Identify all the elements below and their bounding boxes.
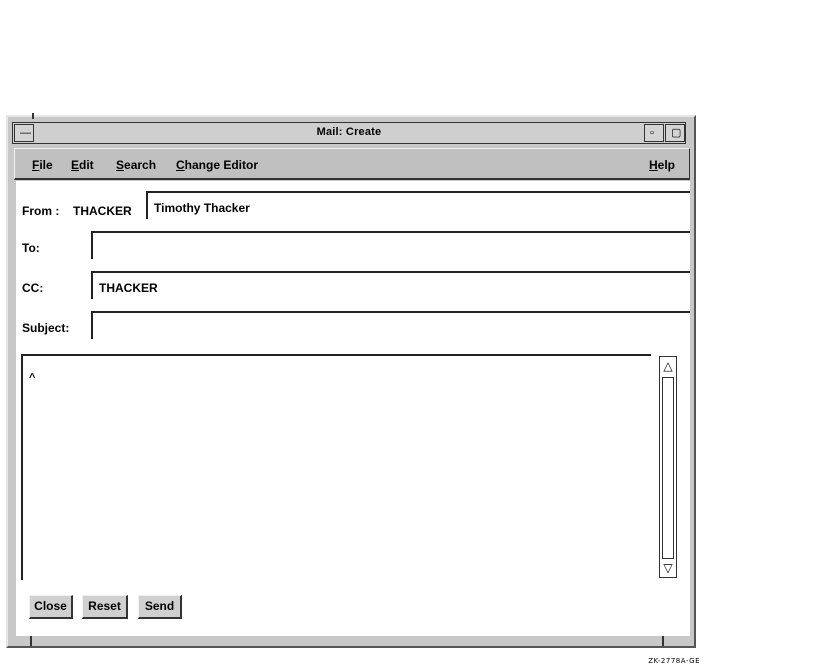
from-name-field — [146, 191, 690, 219]
menu-bar — [14, 148, 690, 180]
cc-label: CC: — [22, 281, 44, 295]
close-button[interactable]: Close — [29, 595, 73, 619]
resize-handle-top[interactable] — [32, 113, 34, 119]
send-button[interactable]: Send — [138, 595, 182, 619]
scroll-up-arrow-icon[interactable]: △ — [663, 359, 673, 373]
resize-handle-right[interactable] — [662, 636, 664, 646]
reset-button[interactable]: Reset — [82, 595, 128, 619]
minimize-button[interactable] — [644, 124, 664, 142]
window-menu-icon: — — [20, 127, 31, 139]
scroll-down-arrow-icon[interactable]: ▽ — [663, 561, 673, 575]
cc-field[interactable] — [91, 271, 690, 299]
title-bar[interactable] — [12, 122, 686, 144]
scroll-thumb[interactable] — [662, 377, 674, 559]
maximize-button[interactable] — [665, 124, 685, 142]
minimize-icon: ▫ — [650, 127, 654, 139]
subject-field[interactable] — [91, 311, 690, 339]
menu-help[interactable]: Help — [649, 158, 676, 172]
message-body[interactable] — [21, 354, 651, 580]
figure-id: ZK-2778A-GE — [648, 657, 700, 665]
resize-handle-left[interactable] — [30, 636, 32, 646]
text-caret: ^ — [29, 372, 36, 384]
menu-edit[interactable]: Edit — [71, 158, 94, 172]
cc-value: THACKER — [99, 281, 158, 295]
from-name-value: Timothy Thacker — [154, 201, 250, 215]
menu-change-editor[interactable]: Change Editor — [176, 158, 259, 172]
subject-label: Subject: — [22, 321, 70, 335]
from-label: From : — [22, 204, 60, 218]
to-field[interactable] — [91, 231, 690, 259]
vertical-scrollbar[interactable] — [659, 356, 677, 578]
menu-search[interactable]: Search — [116, 158, 157, 172]
window-title: Mail: Create — [316, 126, 382, 138]
compose-form — [16, 181, 690, 636]
mail-create-window — [6, 115, 696, 648]
from-user: THACKER — [73, 204, 132, 218]
to-label: To: — [22, 241, 40, 255]
menu-file[interactable]: File — [32, 158, 53, 172]
maximize-icon: ▢ — [671, 127, 682, 139]
